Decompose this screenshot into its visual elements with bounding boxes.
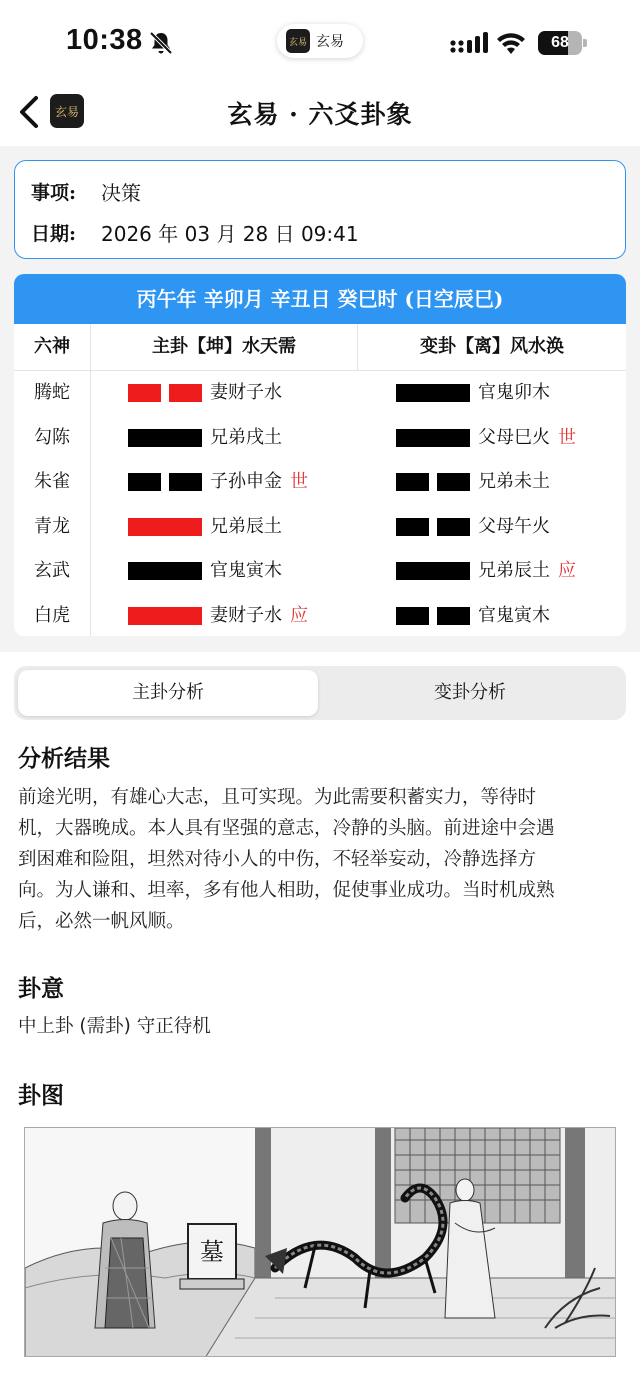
relation-text: 官鬼卯木 xyxy=(478,382,550,403)
meaning-text: 中上卦 (需卦) 守正待机 xyxy=(18,1016,211,1037)
illustration-drawing xyxy=(25,1128,616,1357)
main-line-label xyxy=(210,505,282,549)
relation-text: 父母巳火 xyxy=(478,426,550,448)
analysis-line: 向。为人谦和、坦率，多有他人相助，促使事业成功。当时机成熟 xyxy=(18,880,555,901)
changed-line-label xyxy=(478,549,576,593)
six-spirit-label: 青龙 xyxy=(34,515,70,537)
analysis-line: 后，必然一帆风顺。 xyxy=(18,911,185,932)
line-segment xyxy=(169,473,202,491)
wifi-icon xyxy=(495,30,527,56)
yang-line xyxy=(396,429,470,447)
tab-changed-analysis[interactable]: 变卦分析 xyxy=(434,682,506,703)
item-row xyxy=(31,177,141,206)
yang-line xyxy=(396,562,470,580)
hexagram-section xyxy=(0,146,640,652)
date-label: 日期: xyxy=(31,223,77,245)
line-segment xyxy=(128,562,202,580)
changed-line-label xyxy=(478,460,550,504)
analysis-title: 分析结果 xyxy=(18,745,110,772)
hexagram-row xyxy=(14,549,626,593)
analysis-tab-bar xyxy=(14,666,626,720)
yin-line xyxy=(128,384,202,402)
meaning-title: 卦意 xyxy=(18,975,64,1002)
main-line-label xyxy=(210,460,308,504)
relation-text: 兄弟辰土 xyxy=(478,560,550,581)
date-value: 2026 年 03 月 28 日 09:41 xyxy=(101,222,359,246)
line-segment xyxy=(396,473,429,491)
relation-text: 兄弟辰土 xyxy=(210,515,282,537)
line-segment xyxy=(437,607,470,625)
relation-text: 官鬼寅木 xyxy=(210,560,282,581)
six-spirit-label: 白虎 xyxy=(34,604,70,626)
analysis-line: 到困难和险阻，坦然对待小人的中伤，不轻举妄动，冷静选择方 xyxy=(18,849,537,870)
tomb-character: 墓 xyxy=(200,1238,224,1266)
analysis-line: 前途光明，有雄心大志，且可实现。为此需要积蓄实力，等待时 xyxy=(18,787,537,808)
relation-text: 兄弟戌土 xyxy=(210,426,282,448)
yang-line xyxy=(128,607,202,625)
battery-level: 68 xyxy=(551,34,569,51)
six-spirit-label: 朱雀 xyxy=(34,471,70,492)
bell-off-icon xyxy=(148,30,174,56)
yang-line xyxy=(128,562,202,580)
relation-text: 子孙申金 xyxy=(210,471,282,492)
app-name: 玄易 xyxy=(316,34,344,50)
relation-text: 父母午火 xyxy=(478,515,550,537)
main-line-label xyxy=(210,594,308,638)
nav-bar xyxy=(0,80,640,146)
relation-text: 妻财子水 xyxy=(210,604,282,626)
page-title: 玄易 · 六爻卦象 xyxy=(227,100,413,129)
six-spirit-label: 勾陈 xyxy=(34,426,70,448)
main-line-label xyxy=(210,371,282,415)
shi-ying-mark: 世 xyxy=(558,426,576,448)
shi-ying-mark: 应 xyxy=(558,560,576,581)
yang-line xyxy=(128,518,202,536)
hexagram-row xyxy=(14,416,626,460)
tab-main-analysis[interactable]: 主卦分析 xyxy=(18,670,318,716)
yang-line xyxy=(128,429,202,447)
line-segment xyxy=(128,384,161,402)
line-segment xyxy=(396,518,429,536)
status-bar xyxy=(0,0,640,80)
app-logo-icon: 玄易 xyxy=(286,29,310,53)
line-segment xyxy=(128,607,202,625)
six-spirit-label: 玄武 xyxy=(34,560,70,581)
header-six-spirits: 六神 xyxy=(34,336,70,357)
cellular-signal-icon xyxy=(450,32,488,54)
line-segment xyxy=(396,429,470,447)
relation-text: 兄弟未土 xyxy=(478,471,550,492)
analysis-text xyxy=(18,782,624,937)
item-label: 事项: xyxy=(31,182,77,204)
relation-text: 官鬼寅木 xyxy=(478,604,550,626)
main-line-label xyxy=(210,549,282,593)
picture-title: 卦图 xyxy=(18,1082,64,1109)
main-line-label xyxy=(210,416,282,460)
line-segment xyxy=(128,429,202,447)
line-segment xyxy=(169,384,202,402)
item-value: 决策 xyxy=(101,181,141,205)
analysis-line: 机，大器晚成。本人具有坚强的意志，冷静的头脑。前进途中会遇 xyxy=(18,818,555,839)
header-changed-hexagram: 变卦【离】风水涣 xyxy=(420,336,564,357)
line-segment xyxy=(128,518,202,536)
line-segment xyxy=(437,473,470,491)
query-info-card xyxy=(14,160,626,259)
line-segment xyxy=(396,607,429,625)
line-segment xyxy=(396,384,470,402)
line-segment xyxy=(128,473,161,491)
hexagram-row xyxy=(14,460,626,504)
changed-line-label xyxy=(478,416,576,460)
nav-app-logo: 玄易 xyxy=(50,94,84,128)
ganzhi-banner: 丙午年 辛卯月 辛丑日 癸巳时 (日空辰巳) xyxy=(14,274,626,324)
shi-ying-mark: 世 xyxy=(290,471,308,492)
hexagram-table xyxy=(14,324,626,636)
relation-text: 妻财子水 xyxy=(210,382,282,403)
yin-line xyxy=(128,473,202,491)
status-time: 10:38 xyxy=(66,24,143,56)
yin-line xyxy=(396,607,470,625)
yin-line xyxy=(396,518,470,536)
changed-line-label xyxy=(478,371,550,415)
changed-line-label xyxy=(478,594,550,638)
line-segment xyxy=(396,562,470,580)
line-segment xyxy=(437,518,470,536)
shi-ying-mark: 应 xyxy=(290,604,308,626)
header-main-hexagram: 主卦【坤】水天需 xyxy=(152,336,296,357)
six-spirit-label: 腾蛇 xyxy=(34,382,70,403)
hexagram-row xyxy=(14,505,626,549)
yang-line xyxy=(396,384,470,402)
hexagram-row xyxy=(14,594,626,638)
battery-icon xyxy=(538,31,588,55)
yin-line xyxy=(396,473,470,491)
changed-line-label xyxy=(478,505,550,549)
hexagram-illustration xyxy=(24,1127,616,1357)
app-indicator-pill[interactable] xyxy=(277,24,363,58)
date-row xyxy=(31,218,359,247)
hexagram-row xyxy=(14,371,626,415)
